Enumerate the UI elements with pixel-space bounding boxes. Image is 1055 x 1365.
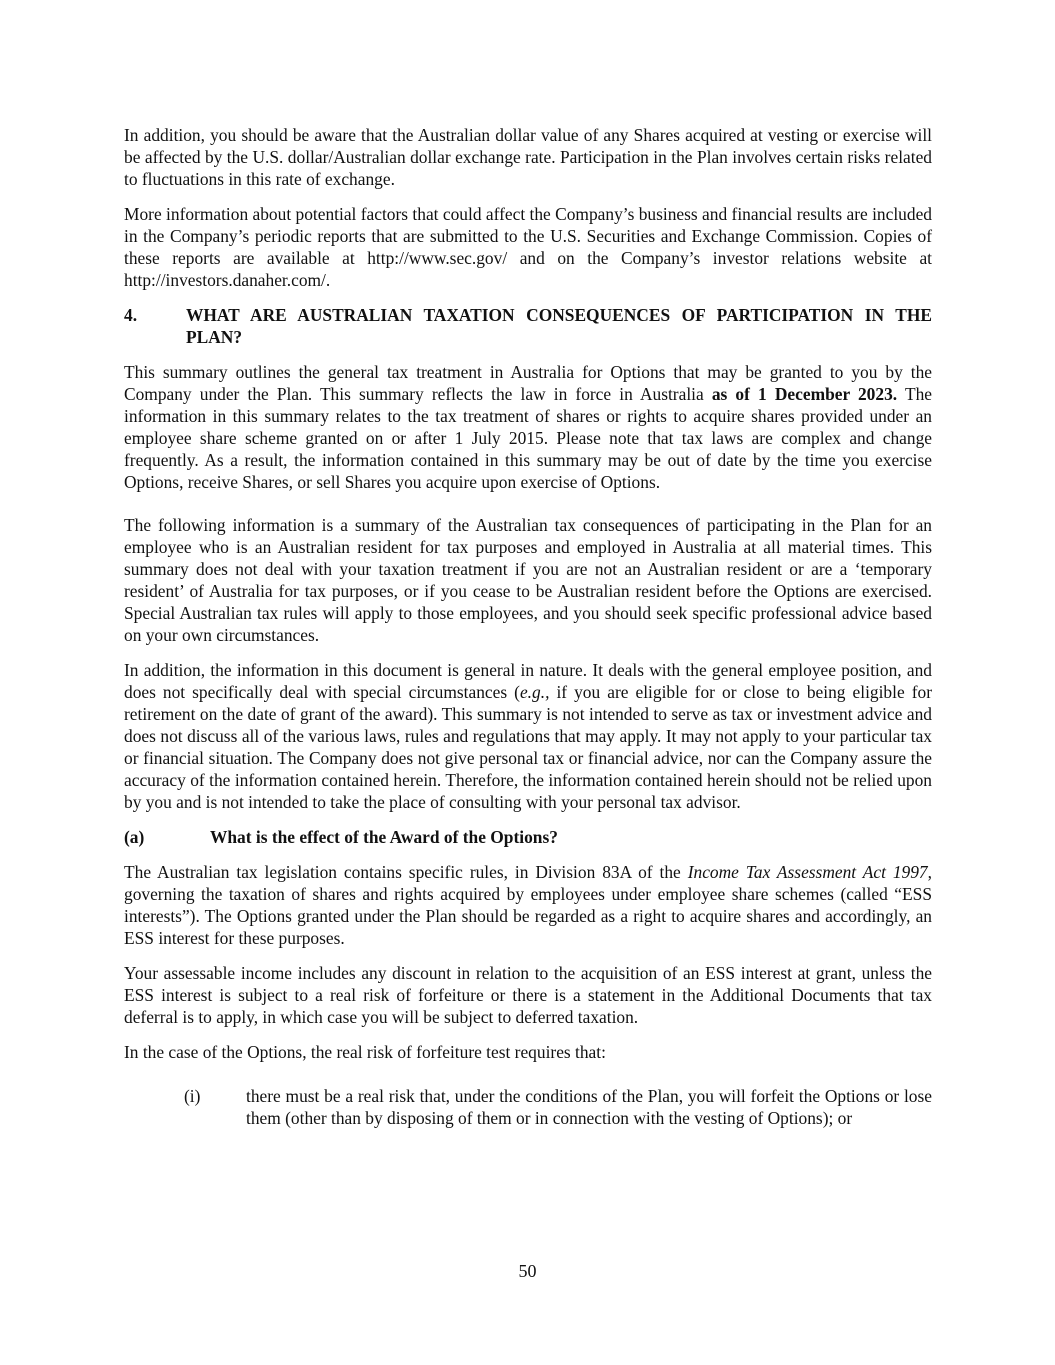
paragraph-legislation-act: Income Tax Assessment Act 1997	[687, 862, 928, 882]
paragraph-assessable-income: Your assessable income includes any discount in relation to the acquisition of an ESS interest at grant, unless the ESS interest is subject to a real risk of forfeiture or there is a statement in the Additional Documents that tax deferral is to apply, in which case you will be subject to deferred taxation.	[124, 963, 932, 1027]
paragraph-exchange-rate: In addition, you should be aware that the Australian dollar value of any Shares acquired at vesting or exercise will be affected by the U.S. dollar/Australian dollar exchange rate. Participation in the Plan involves certain risks related to fluctuations in this rate of exchange.	[124, 125, 932, 189]
section-number: 4.	[124, 305, 138, 325]
document-page	[124, 124, 932, 1129]
paragraph-tax-summary-text-1: This summary outlines the general tax treatment in Australia for Options that may be granted to you by the Company under the Plan. This summary reflects the law in force in Australia	[124, 362, 932, 404]
paragraph-more-information: More information about potential factors that could affect the Company’s business and financial results are included in the Company’s periodic reports that are submitted to the U.S. Securities and Exchange Commission. Copies of these reports are available at http://www.sec.gov/ and on the Company’s investor relations website at http://investors.danaher.com/.	[124, 204, 932, 290]
subsection-title: What is the effect of the Award of the Options?	[210, 827, 558, 847]
subsection-heading-a	[124, 826, 932, 848]
paragraph-following-information: The following information is a summary of the Australian tax consequences of participating in the Plan for an employee who is an Australian resident for tax purposes and employed in Australia at all material times. This summary does not deal with your taxation treatment if you are not an Australian resident or are a ‘temporary resident’ of Australia for tax purposes, or if you cease to be Australian resident before the Options are exercised. Special Australian tax rules will apply to those employees, and you should seek specific professional advice based on your own circumstances.	[124, 515, 932, 645]
paragraph-general-nature-eg: e.g.,	[519, 682, 550, 702]
paragraph-general-nature-text-1: In addition, the information in this document is general in nature. It deals with the general employee position, and does not specifically deal with special circumstances (	[124, 660, 932, 702]
paragraph-legislation-text-2: , governing the taxation of shares and rights acquired by employees under employee share schemes (called “ESS interests”). The Options granted under the Plan should be regarded as a right to acquire shares and accordingly, an ESS interest for these purposes.	[124, 862, 932, 948]
paragraph-legislation-text-1: The Australian tax legislation contains specific rules, in Division 83A of the	[124, 862, 688, 882]
page-number: 50	[518, 1261, 537, 1281]
paragraph-tax-summary-date: as of 1 December 2023.	[711, 384, 898, 404]
paragraph-general-nature-text-2: if you are eligible for or close to being eligible for retirement on the date of grant of the award). This summary is not intended to serve as tax or investment advice and does not discuss all of the various laws, rules and regulations that may apply. It may not apply to your particular tax or financial situation. The Company does not give personal tax or financial advice, nor can the Company assure the accuracy of the information contained herein. Therefore, the information contained herein should not be relied upon by you and is not intended to take the place of consulting with your personal tax advisor.	[124, 682, 932, 812]
paragraph-legislation	[124, 861, 932, 949]
section-heading-4	[124, 304, 932, 348]
subsection-number: (a)	[124, 827, 145, 847]
list-item-text: there must be a real risk that, under the conditions of the Plan, you will forfeit the Options or lose them (other than by disposing of them or in connection with the vesting of Options); or	[246, 1086, 932, 1128]
paragraph-tax-summary	[124, 361, 932, 493]
paragraph-forfeiture-test: In the case of the Options, the real risk of forfeiture test requires that:	[124, 1042, 606, 1062]
paragraph-tax-summary-text-2: The information in this summary relates to the tax treatment of shares or rights to acquire shares provided under an employee share scheme granted on or after 1 July 2015. Please note that tax laws are complex and change frequently. As a result, the information contained in this summary may be out of date by the time you exercise Options, receive Shares, or sell Shares you acquire upon exercise of Options.	[124, 384, 932, 492]
paragraph-general-nature	[124, 659, 932, 813]
section-title: WHAT ARE AUSTRALIAN TAXATION CONSEQUENCES OF PARTICIPATION IN THE PLAN?	[186, 305, 932, 347]
list-item-number: (i)	[184, 1086, 201, 1106]
list-item	[184, 1085, 932, 1129]
